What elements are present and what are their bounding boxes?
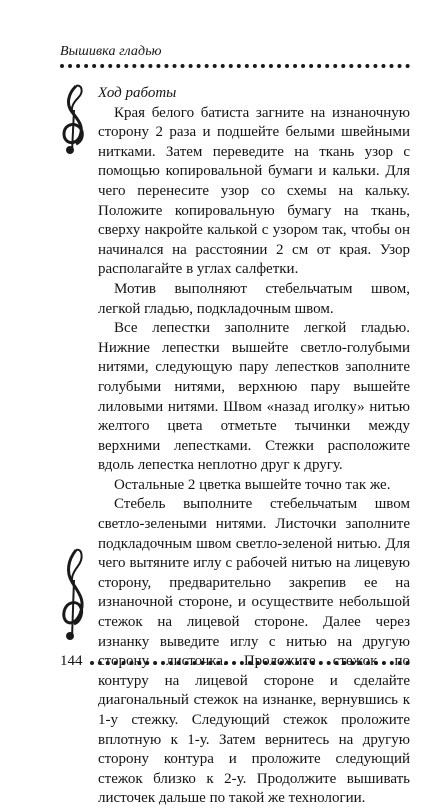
treble-clef-ornament-icon — [58, 80, 90, 158]
treble-clef-ornament-icon — [58, 544, 90, 644]
paragraph: Остальные 2 цветка вышейте точно так же. — [114, 476, 391, 493]
section-heading: Ход работы — [98, 85, 177, 101]
page-footer — [60, 653, 410, 673]
paragraph: Стебель выполните стебельчатым швом светло-зелеными нитями. Листочки заполните подкладочным швом светло-зеленой нитью. Для чего вытяните иглу с рабочей нитью на лицевую сторону, предварительно закрепив ее на изнаночной стороне, и осуществите небольшой стежок на лицевой стороне. Далее через изнанку выведите иглу с нитью на другую сторону листочка. Проложите стежок по контуру на лицевой стороне и сделайте диагональный стежок на изнанке, вернувшись к 1-у стежку. Следующий стежок проложите вплотную к 1-у. Затем вернитесь на другую сторону контура и проложите следующий стежок близко к 2-у. Продолжите вышивать листочек дальше по такой же технологии. — [98, 496, 410, 807]
page-number: 144 — [60, 653, 83, 669]
paragraph: Все лепестки заполните легкой гладью. Нижние лепестки вышейте светло-голубыми нитями, следующую пару лепестков заполните голубыми нитями, верхнюю пару вышейте лиловыми нитями. Швом «назад иголку» нитью желтого цвета отметьте тычинки между верхними лепестками. Стежки расположите вдоль лепестка неплотно друг к другу. — [98, 320, 410, 474]
paragraph: Края белого батиста загните на изнаночную сторону 2 раза и подшейте белыми швейными нитками. Затем переведите на ткань узор с помощью копировальной бумаги и кальки. Для чего перенесите узор со схемы на кальку. Положите копировальную бумагу на ткань, сверху накройте калькой с узором так, чтобы он начинался на расстоянии 2 см от края. Узор располагайте в углах салфетки. — [98, 104, 410, 278]
paragraph: Мотив выполняют стебельчатым швом, легкой гладью, подкладочным швом. — [98, 280, 410, 317]
footer-dotted-rule — [90, 661, 410, 665]
treble-clef-ornament-bottom — [58, 544, 90, 644]
running-head: Вышивка гладью — [60, 44, 162, 59]
header-dotted-rule — [60, 64, 410, 68]
body-text — [98, 84, 410, 809]
treble-clef-ornament-top — [58, 80, 90, 158]
